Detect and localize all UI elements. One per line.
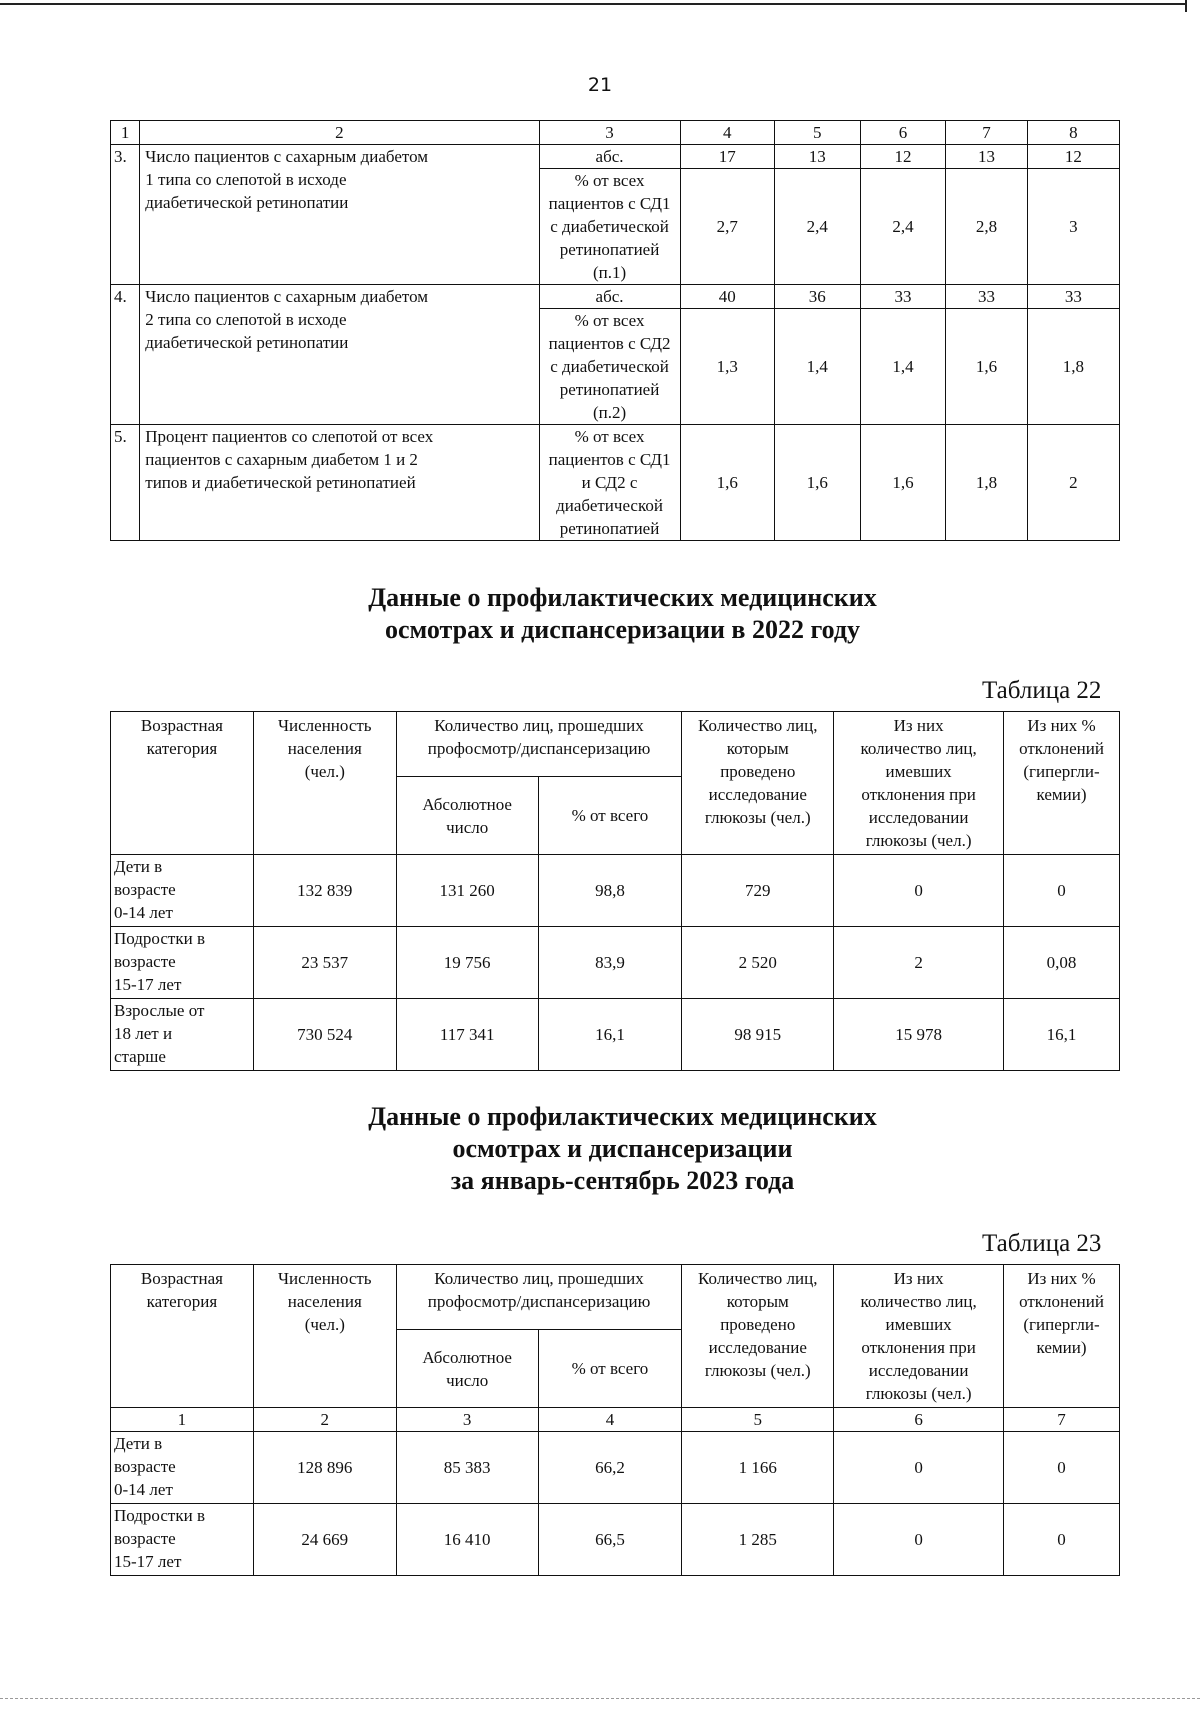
unit-pct bbox=[539, 169, 680, 285]
value-cell: 1,8 bbox=[1027, 309, 1119, 425]
value-cell: 1,6 bbox=[946, 309, 1027, 425]
col-num: 5 bbox=[774, 121, 860, 145]
value-cell: 1,4 bbox=[774, 309, 860, 425]
desc-line: Число пациентов с сахарным диабетом bbox=[145, 287, 429, 306]
header-age bbox=[111, 712, 254, 855]
category-line: Дети в bbox=[114, 857, 163, 876]
header-line: (чел.) bbox=[304, 1315, 345, 1334]
table-row bbox=[111, 145, 1120, 169]
value-cell: 131 260 bbox=[396, 855, 538, 927]
value-cell: 66,5 bbox=[538, 1504, 682, 1576]
value-cell: 1,4 bbox=[860, 309, 946, 425]
value-cell: 1,8 bbox=[946, 425, 1027, 541]
value-cell: 33 bbox=[860, 285, 946, 309]
unit-line: пациентов с СД1 bbox=[548, 194, 671, 213]
category-line: 0-14 лет bbox=[114, 1480, 173, 1499]
category-line: 18 лет и bbox=[114, 1024, 173, 1043]
value-cell: 0,08 bbox=[1004, 927, 1120, 999]
header-line: категория bbox=[146, 739, 218, 758]
value-cell: 0 bbox=[1004, 1504, 1120, 1576]
value-cell: 1,6 bbox=[680, 425, 774, 541]
value-cell: 730 524 bbox=[253, 999, 396, 1071]
header-deviations bbox=[834, 712, 1004, 855]
row-category bbox=[111, 1504, 254, 1576]
header-deviations bbox=[834, 1265, 1004, 1408]
table-row bbox=[111, 927, 1120, 999]
value-cell: 24 669 bbox=[253, 1504, 396, 1576]
header-line: Абсолютное bbox=[422, 1347, 512, 1367]
value-cell: 33 bbox=[946, 285, 1027, 309]
value-cell: 98,8 bbox=[538, 855, 682, 927]
header-line: Возрастная bbox=[140, 1269, 223, 1288]
category-line: 0-14 лет bbox=[114, 903, 173, 922]
unit-abs: абс. bbox=[539, 145, 680, 169]
heading-line: Данные о профилактических медицинских bbox=[368, 583, 877, 612]
unit-abs: абс. bbox=[539, 285, 680, 309]
col-num: 7 bbox=[946, 121, 1027, 145]
header-passed bbox=[396, 712, 682, 777]
value-cell: 0 bbox=[834, 1504, 1004, 1576]
header-line: Из них % bbox=[1027, 716, 1096, 735]
header-glucose bbox=[682, 1265, 834, 1408]
table-row bbox=[111, 425, 1120, 541]
value-cell: 33 bbox=[1027, 285, 1119, 309]
section-22-heading bbox=[0, 582, 1200, 646]
header-line: Численность bbox=[277, 716, 372, 735]
unit-line: ретинопатией bbox=[559, 380, 660, 399]
col-num: 4 bbox=[680, 121, 774, 145]
row-category bbox=[111, 927, 254, 999]
category-line: возрасте bbox=[114, 880, 176, 899]
header-line: глюкозы (чел.) bbox=[704, 808, 811, 827]
header-line: кемии) bbox=[1036, 785, 1087, 804]
value-cell: 2,7 bbox=[680, 169, 774, 285]
desc-line: диабетической ретинопатии bbox=[145, 193, 349, 212]
value-cell: 98 915 bbox=[682, 999, 834, 1071]
value-cell: 3 bbox=[1027, 169, 1119, 285]
table-row bbox=[111, 855, 1120, 927]
unit-line: пациентов с СД2 bbox=[548, 334, 671, 353]
value-cell: 85 383 bbox=[396, 1432, 538, 1504]
column-number-row bbox=[111, 121, 1120, 145]
value-cell: 729 bbox=[682, 855, 834, 927]
header-line: исследование bbox=[708, 785, 807, 804]
table-row bbox=[111, 1432, 1120, 1504]
header-line: имевших bbox=[885, 762, 952, 781]
table-22 bbox=[110, 711, 1120, 1071]
unit-line: пациентов с СД1 bbox=[548, 450, 671, 469]
unit-line: с диабетической bbox=[550, 217, 669, 236]
row-description bbox=[140, 145, 539, 285]
col-num: 8 bbox=[1027, 121, 1119, 145]
header-line: проведено bbox=[720, 762, 796, 781]
value-cell: 15 978 bbox=[834, 999, 1004, 1071]
header-line: отклонения при bbox=[861, 1338, 976, 1357]
unit-line: % от всех bbox=[574, 427, 645, 446]
header-absolute bbox=[396, 1330, 538, 1408]
header-line: которым bbox=[726, 739, 789, 758]
value-cell: 0 bbox=[1004, 855, 1120, 927]
unit-pct bbox=[539, 309, 680, 425]
value-cell: 2,4 bbox=[774, 169, 860, 285]
header-line: Из них bbox=[893, 716, 944, 735]
value-cell: 117 341 bbox=[396, 999, 538, 1071]
category-line: Дети в bbox=[114, 1434, 163, 1453]
desc-line: типов и диабетической ретинопатией bbox=[145, 473, 416, 492]
header-line: количество лиц, bbox=[860, 1292, 977, 1311]
category-line: возрасте bbox=[114, 1529, 176, 1548]
header-row bbox=[111, 712, 1120, 777]
row-index: 4. bbox=[111, 285, 140, 425]
header-line: отклонения при bbox=[861, 785, 976, 804]
value-cell: 2 bbox=[1027, 425, 1119, 541]
value-cell: 2 bbox=[834, 927, 1004, 999]
header-glucose bbox=[682, 712, 834, 855]
table-row bbox=[111, 999, 1120, 1071]
scan-top-border bbox=[0, 3, 1185, 5]
header-line: Абсолютное bbox=[422, 794, 512, 814]
col-num: 7 bbox=[1004, 1408, 1120, 1432]
value-cell: 16,1 bbox=[1004, 999, 1120, 1071]
col-num: 1 bbox=[111, 1408, 254, 1432]
section-23-heading bbox=[0, 1101, 1200, 1197]
header-line: населения bbox=[287, 739, 362, 758]
row-category bbox=[111, 855, 254, 927]
unit-line: % от всех bbox=[574, 311, 645, 330]
header-line: профосмотр/диспансеризацию bbox=[427, 739, 651, 758]
col-num: 2 bbox=[140, 121, 539, 145]
value-cell: 19 756 bbox=[396, 927, 538, 999]
header-line: Из них % bbox=[1027, 1269, 1096, 1288]
header-line: кемии) bbox=[1036, 1338, 1087, 1357]
unit-pct bbox=[539, 425, 680, 541]
header-deviations-pct bbox=[1004, 1265, 1120, 1408]
value-cell: 2 520 bbox=[682, 927, 834, 999]
header-line: исследовании bbox=[868, 808, 969, 827]
category-line: Взрослые от bbox=[114, 1001, 205, 1020]
col-num: 6 bbox=[834, 1408, 1004, 1432]
desc-line: 1 типа со слепотой в исходе bbox=[145, 170, 347, 189]
value-cell: 1 285 bbox=[682, 1504, 834, 1576]
heading-line: осмотрах и диспансеризации bbox=[452, 1134, 793, 1163]
value-cell: 13 bbox=[774, 145, 860, 169]
col-num: 4 bbox=[538, 1408, 682, 1432]
value-cell: 1 166 bbox=[682, 1432, 834, 1504]
header-line: Количество лиц, bbox=[698, 716, 818, 735]
value-cell: 16 410 bbox=[396, 1504, 538, 1576]
header-percent: % от всего bbox=[538, 1330, 682, 1408]
header-line: Количество лиц, прошедших bbox=[434, 1269, 644, 1288]
col-num: 3 bbox=[539, 121, 680, 145]
header-line: Количество лиц, bbox=[698, 1269, 818, 1288]
category-line: 15-17 лет bbox=[114, 975, 182, 994]
heading-line: Данные о профилактических медицинских bbox=[368, 1102, 877, 1131]
unit-line: ретинопатией bbox=[559, 240, 660, 259]
scan-right-border bbox=[1185, 0, 1187, 12]
header-line: категория bbox=[146, 1292, 218, 1311]
header-line: проведено bbox=[720, 1315, 796, 1334]
category-line: возрасте bbox=[114, 952, 176, 971]
col-num: 5 bbox=[682, 1408, 834, 1432]
header-age bbox=[111, 1265, 254, 1408]
category-line: Подростки в bbox=[114, 929, 205, 948]
header-line: имевших bbox=[885, 1315, 952, 1334]
value-cell: 132 839 bbox=[253, 855, 396, 927]
value-cell: 2,4 bbox=[860, 169, 946, 285]
header-line: исследование bbox=[708, 1338, 807, 1357]
desc-line: 2 типа со слепотой в исходе bbox=[145, 310, 347, 329]
header-line: глюкозы (чел.) bbox=[865, 1384, 972, 1403]
unit-line: (п.1) bbox=[592, 263, 627, 282]
unit-line: и СД2 с bbox=[581, 473, 638, 492]
header-line: глюкозы (чел.) bbox=[865, 831, 972, 850]
header-line: Количество лиц, прошедших bbox=[434, 716, 644, 735]
header-line: число bbox=[446, 817, 489, 837]
header-row bbox=[111, 1265, 1120, 1330]
value-cell: 1,3 bbox=[680, 309, 774, 425]
unit-line: (п.2) bbox=[592, 403, 627, 422]
col-num: 2 bbox=[253, 1408, 396, 1432]
header-percent: % от всего bbox=[538, 777, 682, 855]
header-line: (гипергли- bbox=[1023, 1315, 1100, 1334]
unit-line: % от всех bbox=[574, 171, 645, 190]
unit-line: с диабетической bbox=[550, 357, 669, 376]
header-line: (гипергли- bbox=[1023, 762, 1100, 781]
table-row bbox=[111, 285, 1120, 309]
col-num: 6 bbox=[860, 121, 946, 145]
row-index: 3. bbox=[111, 145, 140, 285]
value-cell: 0 bbox=[834, 855, 1004, 927]
continued-table bbox=[110, 120, 1120, 541]
category-line: Подростки в bbox=[114, 1506, 205, 1525]
row-category bbox=[111, 999, 254, 1071]
header-line: (чел.) bbox=[304, 762, 345, 781]
heading-line: за январь-сентябрь 2023 года bbox=[450, 1166, 795, 1195]
header-line: отклонений bbox=[1019, 739, 1104, 758]
category-line: возрасте bbox=[114, 1457, 176, 1476]
row-category bbox=[111, 1432, 254, 1504]
desc-line: диабетической ретинопатии bbox=[145, 333, 349, 352]
header-line: исследовании bbox=[868, 1361, 969, 1380]
header-line: Из них bbox=[893, 1269, 944, 1288]
row-description bbox=[140, 285, 539, 425]
value-cell: 128 896 bbox=[253, 1432, 396, 1504]
col-num: 1 bbox=[111, 121, 140, 145]
value-cell: 66,2 bbox=[538, 1432, 682, 1504]
value-cell: 2,8 bbox=[946, 169, 1027, 285]
header-passed bbox=[396, 1265, 682, 1330]
header-line: глюкозы (чел.) bbox=[704, 1361, 811, 1380]
category-line: старше bbox=[114, 1047, 166, 1066]
header-line: населения bbox=[287, 1292, 362, 1311]
header-line: число bbox=[446, 1370, 489, 1390]
desc-line: пациентов с сахарным диабетом 1 и 2 bbox=[145, 450, 418, 469]
header-line: профосмотр/диспансеризацию bbox=[427, 1292, 651, 1311]
desc-line: Число пациентов с сахарным диабетом bbox=[145, 147, 429, 166]
unit-line: диабетической bbox=[556, 496, 663, 515]
header-line: количество лиц, bbox=[860, 739, 977, 758]
unit-line: ретинопатией bbox=[559, 519, 660, 538]
page-number: 21 bbox=[587, 74, 613, 96]
col-num: 3 bbox=[396, 1408, 538, 1432]
value-cell: 40 bbox=[680, 285, 774, 309]
heading-line: осмотрах и диспансеризации в 2022 году bbox=[384, 615, 861, 644]
category-line: 15-17 лет bbox=[114, 1552, 182, 1571]
header-deviations-pct bbox=[1004, 712, 1120, 855]
header-line: которым bbox=[726, 1292, 789, 1311]
header-line: Численность bbox=[277, 1269, 372, 1288]
value-cell: 17 bbox=[680, 145, 774, 169]
value-cell: 13 bbox=[946, 145, 1027, 169]
table-row bbox=[111, 1504, 1120, 1576]
value-cell: 0 bbox=[834, 1432, 1004, 1504]
header-absolute bbox=[396, 777, 538, 855]
value-cell: 12 bbox=[1027, 145, 1119, 169]
table-23 bbox=[110, 1264, 1120, 1576]
value-cell: 83,9 bbox=[538, 927, 682, 999]
table-23-label: Таблица 23 bbox=[982, 1230, 1102, 1257]
value-cell: 1,6 bbox=[774, 425, 860, 541]
value-cell: 12 bbox=[860, 145, 946, 169]
value-cell: 16,1 bbox=[538, 999, 682, 1071]
header-population bbox=[253, 712, 396, 855]
value-cell: 23 537 bbox=[253, 927, 396, 999]
table-22-label: Таблица 22 bbox=[982, 677, 1102, 704]
value-cell: 1,6 bbox=[860, 425, 946, 541]
row-index: 5. bbox=[111, 425, 140, 541]
value-cell: 36 bbox=[774, 285, 860, 309]
column-number-row bbox=[111, 1408, 1120, 1432]
scan-bottom-noise bbox=[0, 1698, 1200, 1702]
header-line: отклонений bbox=[1019, 1292, 1104, 1311]
value-cell: 0 bbox=[1004, 1432, 1120, 1504]
desc-line: Процент пациентов со слепотой от всех bbox=[145, 427, 434, 446]
header-population bbox=[253, 1265, 396, 1408]
header-line: Возрастная bbox=[140, 716, 223, 735]
row-description bbox=[140, 425, 539, 541]
